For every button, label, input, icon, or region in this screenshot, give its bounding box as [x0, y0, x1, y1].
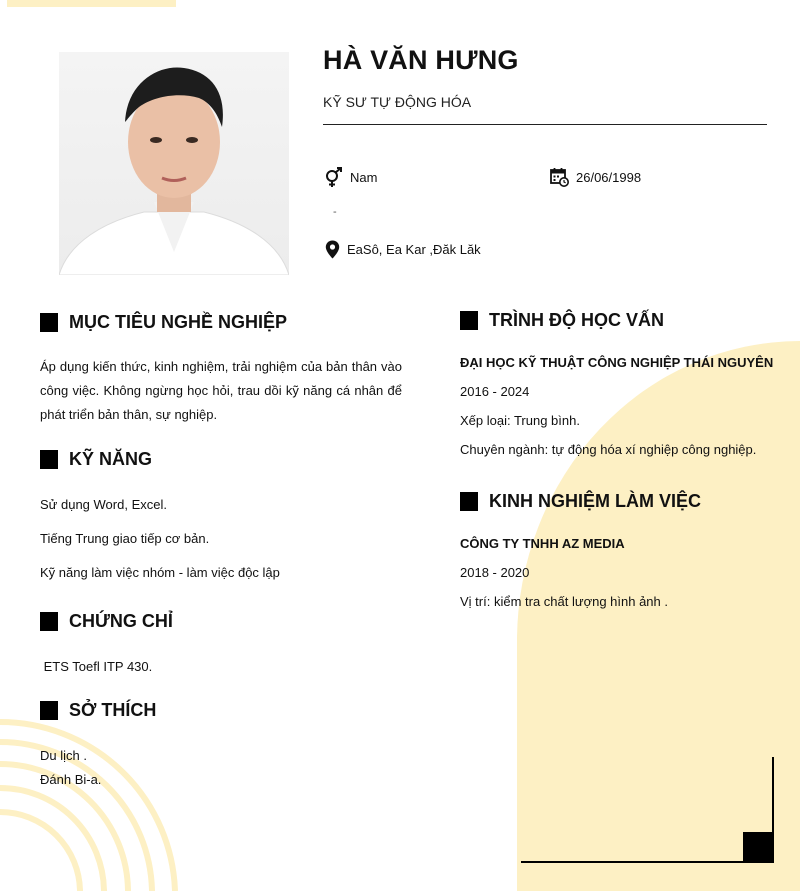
certificates-heading-text: CHỨNG CHỈ: [69, 611, 173, 631]
skills-heading: [40, 449, 152, 470]
gender-value: Nam: [350, 170, 378, 185]
heading-square-icon: [460, 311, 478, 330]
job-title: KỸ SƯ TỰ ĐỘNG HÓA: [323, 94, 472, 110]
education-period: 2016 - 2024: [460, 384, 530, 399]
hobbies-heading: [40, 700, 156, 721]
experience-heading-text: KINH NGHIỆM LÀM VIỆC: [489, 491, 702, 511]
objective-heading-text: MỤC TIÊU NGHỀ NGHIỆP: [69, 312, 288, 332]
skill-item: Kỹ năng làm việc nhóm - làm việc độc lập: [40, 565, 280, 580]
experience-period: 2018 - 2020: [460, 565, 530, 580]
objective-text: Áp dụng kiến thức, kinh nghiệm, trải nghiệm của bản thân vào công việc. Không ngừng học hỏi, trau dồi kỹ năng cá nhân để phát triển bản thân, sự nghiệp.: [40, 359, 402, 422]
certificate-item: ETS Toefl ITP 430.: [40, 659, 153, 674]
title-divider: [323, 124, 767, 125]
skills-heading-text: KỸ NĂNG: [69, 449, 153, 469]
calendar-icon: [550, 167, 569, 187]
certificates-heading: [40, 611, 173, 632]
experience-heading: [460, 491, 701, 512]
heading-square-icon: [40, 701, 58, 720]
gender-info: [324, 167, 377, 188]
profile-photo: [59, 52, 289, 275]
hobby-item: Du lịch .: [40, 748, 87, 763]
education-heading-text: TRÌNH ĐỘ HỌC VẤN: [489, 310, 664, 330]
birthdate-info: [550, 167, 641, 187]
corner-square: [743, 832, 774, 863]
full-name: HÀ VĂN HƯNG: [323, 45, 519, 75]
gender-icon: [324, 167, 343, 188]
stray-mark: -: [333, 206, 337, 218]
heading-square-icon: [40, 612, 58, 631]
education-heading: [460, 310, 664, 331]
objective-heading: [40, 312, 287, 333]
experience-position: Vị trí: kiểm tra chất lượng hình ảnh .: [460, 594, 668, 609]
hobby-item: Đánh Bi-a.: [40, 772, 102, 787]
heading-square-icon: [460, 492, 478, 511]
heading-square-icon: [40, 313, 58, 332]
education-grade: Xếp loại: Trung bình.: [460, 413, 580, 428]
education-major: Chuyên ngành: tự động hóa xí nghiệp công nghiệp.: [460, 442, 757, 457]
corner-horizontal-line: [521, 861, 774, 863]
heading-square-icon: [40, 450, 58, 469]
address-value: EaSô, Ea Kar ,Đăk Lăk: [347, 242, 481, 257]
birthdate-value: 26/06/1998: [576, 169, 642, 185]
location-pin-icon: [325, 240, 340, 259]
decorative-arcs: [0, 712, 190, 891]
skill-item: Sử dụng Word, Excel.: [40, 497, 167, 512]
top-accent-bar: [7, 0, 176, 7]
address-info: [325, 240, 481, 259]
hobbies-heading-text: SỞ THÍCH: [69, 700, 157, 720]
portrait-illustration: [59, 52, 289, 275]
skill-item: Tiếng Trung giao tiếp cơ bản.: [40, 531, 210, 546]
school-name: ĐẠI HỌC KỸ THUẬT CÔNG NGHIỆP THÁI NGUYÊN: [460, 355, 774, 370]
company-name: CÔNG TY TNHH AZ MEDIA: [460, 536, 625, 551]
